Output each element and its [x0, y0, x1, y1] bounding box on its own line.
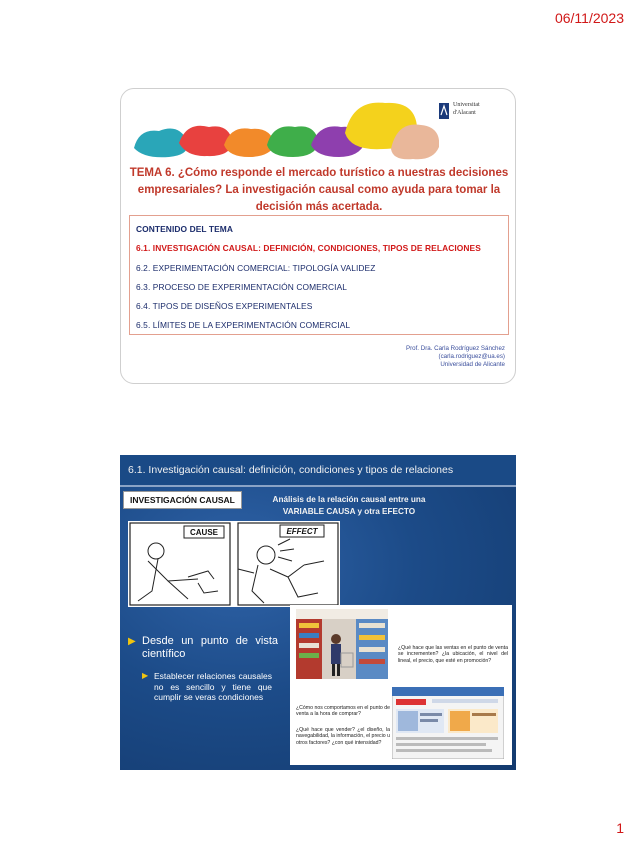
contents-item-6-4: 6.4. TIPOS DE DISEÑOS EXPERIMENTALES — [136, 301, 313, 311]
author-name: Prof. Dra. Carla Rodríguez Sánchez — [405, 345, 505, 352]
contents-item-6-1: 6.1. INVESTIGACIÓN CAUSAL: DEFINICIÓN, CONDICIONES, TIPOS DE RELACIONES — [136, 243, 481, 253]
university-logo-icon — [439, 103, 449, 119]
title-line-2: empresariales? La investigación causal como ayuda para tomar la — [137, 184, 501, 196]
subtitle-line-2: VARIABLE CAUSA y otra EFECTO — [282, 507, 416, 516]
subtitle-line-1: Análisis de la relación causal entre una — [272, 495, 426, 504]
document-date: 06/11/2023 — [554, 10, 624, 26]
contents-item-6-2: 6.2. EXPERIMENTACIÓN COMERCIAL: TIPOLOGÍA VALIDEZ — [136, 263, 376, 273]
bullet-causal-relations-text: Establecer relaciones causales no es sencillo y tiene que cumplir se veras condiciones — [154, 671, 272, 702]
slide-1 — [120, 88, 516, 384]
logo-text-1: Universitat — [453, 102, 480, 108]
university-logo — [439, 99, 503, 129]
author-block — [406, 345, 505, 369]
colored-clay-image — [129, 93, 439, 163]
slide-2-header-text: 6.1. Investigación causal: definición, condiciones y tipos de relaciones — [128, 464, 454, 476]
contents-item-6-5: 6.5. LÍMITES DE LA EXPERIMENTACIÓN COMERCIAL — [136, 320, 351, 330]
logo-text-2: d'Alacant — [453, 110, 476, 116]
cause-effect-cartoon — [128, 521, 340, 607]
supermarket-photo — [296, 609, 388, 679]
causal-research-label: INVESTIGACIÓN CAUSAL — [123, 491, 242, 509]
page-number: 1 — [616, 820, 624, 836]
question-behaviour: ¿Cómo nos comportamos en el punto de venta a la hora de comprar? — [296, 705, 391, 718]
slide-1-title — [129, 165, 509, 216]
website-screenshot — [392, 687, 504, 759]
slide-2-header — [120, 455, 516, 487]
contents-box — [129, 215, 509, 335]
slide-2 — [120, 455, 516, 770]
examples-panel — [290, 605, 512, 765]
bullet-scientific-text: Desde un punto de vista científico — [142, 635, 278, 660]
question-online: ¿Qué hace que vender? ¿el diseño, la navegabilidad, la información, el precio u otros factores? ¿con qué intensidad? — [296, 727, 391, 746]
slide-2-subtitle — [254, 494, 444, 518]
title-line-1: TEMA 6. ¿Cómo responde el mercado turístico a nuestras decisiones — [129, 167, 509, 179]
bullet-arrow-icon: ▶ — [142, 671, 149, 680]
effect-label: EFFECT — [286, 527, 318, 536]
title-line-3: decisión más acertada. — [255, 201, 383, 213]
bullet-arrow-icon: ▶ — [128, 636, 136, 647]
question-sales: ¿Qué hace que las ventas en el punto de venta se incrementen? ¿la ubicación, el nivel del lineal, el precio, que esté en promoción? — [398, 645, 508, 664]
contents-heading: CONTENIDO DEL TEMA — [136, 224, 234, 234]
cause-label: CAUSE — [189, 528, 219, 537]
contents-item-6-3: 6.3. PROCESO DE EXPERIMENTACIÓN COMERCIAL — [136, 282, 348, 292]
author-university: Universidad de Alicante — [440, 361, 505, 368]
author-email: (carla.rodriguez@ua.es) — [438, 353, 505, 360]
